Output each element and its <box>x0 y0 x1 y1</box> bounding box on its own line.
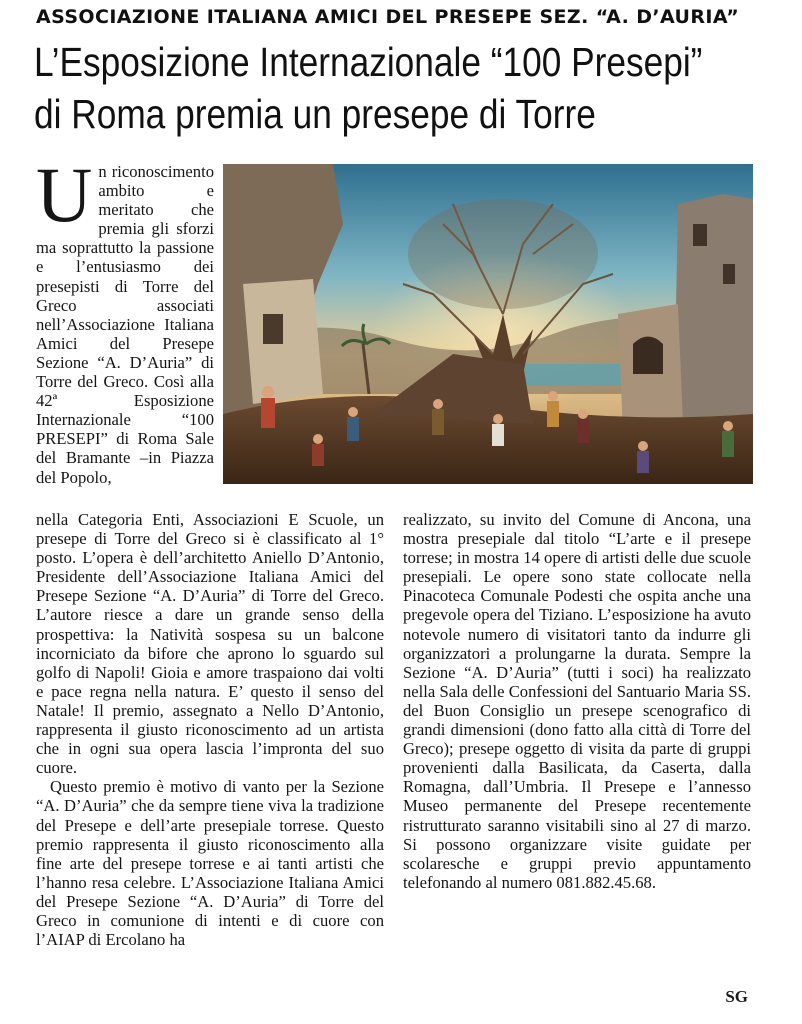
article-paragraph: Questo premio è motivo di vanto per la Sezione “A. D’Auria” che da sempre tiene viva la tradizione del Presepe e dell’arte presepiale torrese. Questo premio rappresenta il giusto riconoscimento alla fine arte del presepe torrese e ai tanti artisti che l’hanno resa celebre. L’Associazione Italiana Amici del Presepe Sezione “A. D’Auria” di Torre del Greco in comunione di intenti e di cuore con l’AIAP di Ercolano ha <box>36 777 384 950</box>
author-signature: SG <box>725 987 748 1006</box>
article-column-right <box>403 510 751 892</box>
dropcap: U <box>36 151 93 238</box>
intro-text: n riconoscimento ambito e meritato che premia gli sforzi ma soprattutto la passione e l’entusiasmo dei presepisti di Torre del Greco associati nell’Associazione Italiana Amici del Presepe Sezione “A. D’Auria” di Torre del Greco. Così alla 42ª Esposizione Internazionale “100 PRESEPI” di Roma Sale del Bramante –in Piazza del Popolo, <box>36 162 214 487</box>
section-kicker: ASSOCIAZIONE ITALIANA AMICI DEL PRESEPE SEZ. “A. D’AURIA” <box>36 6 740 28</box>
article-intro-column <box>36 151 214 487</box>
article-paragraph: realizzato, su invito del Comune di Ancona, una mostra presepiale dal titolo “L’arte e il presepe torrese; in mostra 14 opere di artisti delle due scuole presepiali. Le opere sono state collocate nella Pinacoteca Comunale Podesti che ospita anche una pregevole opera del Tiziano. L’esposizione ha avuto notevole numero di visitatori tanto da indurre gli organizzatori a prolungarne la durata. Sempre la Sezione “A. D’Auria” (tutti i soci) ha realizzato nella Sala delle Confessioni del Santuario Maria SS. del Buon Consiglio un presepe scenografico di grandi dimensioni (dono fatto alla città di Torre del Greco); presepe oggetto di visita da parte di gruppi provenienti dalla Basilicata, da Caserta, dalla Romagna, dall’Umbria. Il Presepe e l’annesso Museo permanente del Presepe recentemente ristrutturato saranno visitabili sino al 27 di marzo. Si possono organizzare visite guidate per scolaresche e gruppi previo appuntamento telefonando al numero 081.882.45.68. <box>403 510 751 892</box>
page-title <box>34 36 774 140</box>
article-paragraph: nella Categoria Enti, Associazioni E Scuole, un presepe di Torre del Greco si è classificato al 1° posto. L’opera è dell’architetto Aniello D’Antonio, Presidente dell’Associazione Italiana Amici del Presepe Sezione “A. D’Auria” di Torre del Greco. L’autore riesce a dare un grande senso della prospettiva: la Natività sospesa su un balcone incorniciato da bifore che aprono lo sguardo sul golfo di Napoli! Gioia e amore traspaiono dai volti e pace regna nella natura. E’ questo il senso del Natale! Il premio, assegnato a Nello D’Antonio, rappresenta il giusto riconoscimento ad un artista che in ogni sua opera lascia l’impronta del suo cuore. <box>36 510 384 778</box>
article-column-left <box>36 510 384 949</box>
headline-line-1: L’Esposizione Internazionale “100 Presepi” <box>34 39 703 85</box>
headline-line-2: di Roma premia un presepe di Torre <box>34 91 596 137</box>
nativity-scene-photo <box>223 164 753 484</box>
